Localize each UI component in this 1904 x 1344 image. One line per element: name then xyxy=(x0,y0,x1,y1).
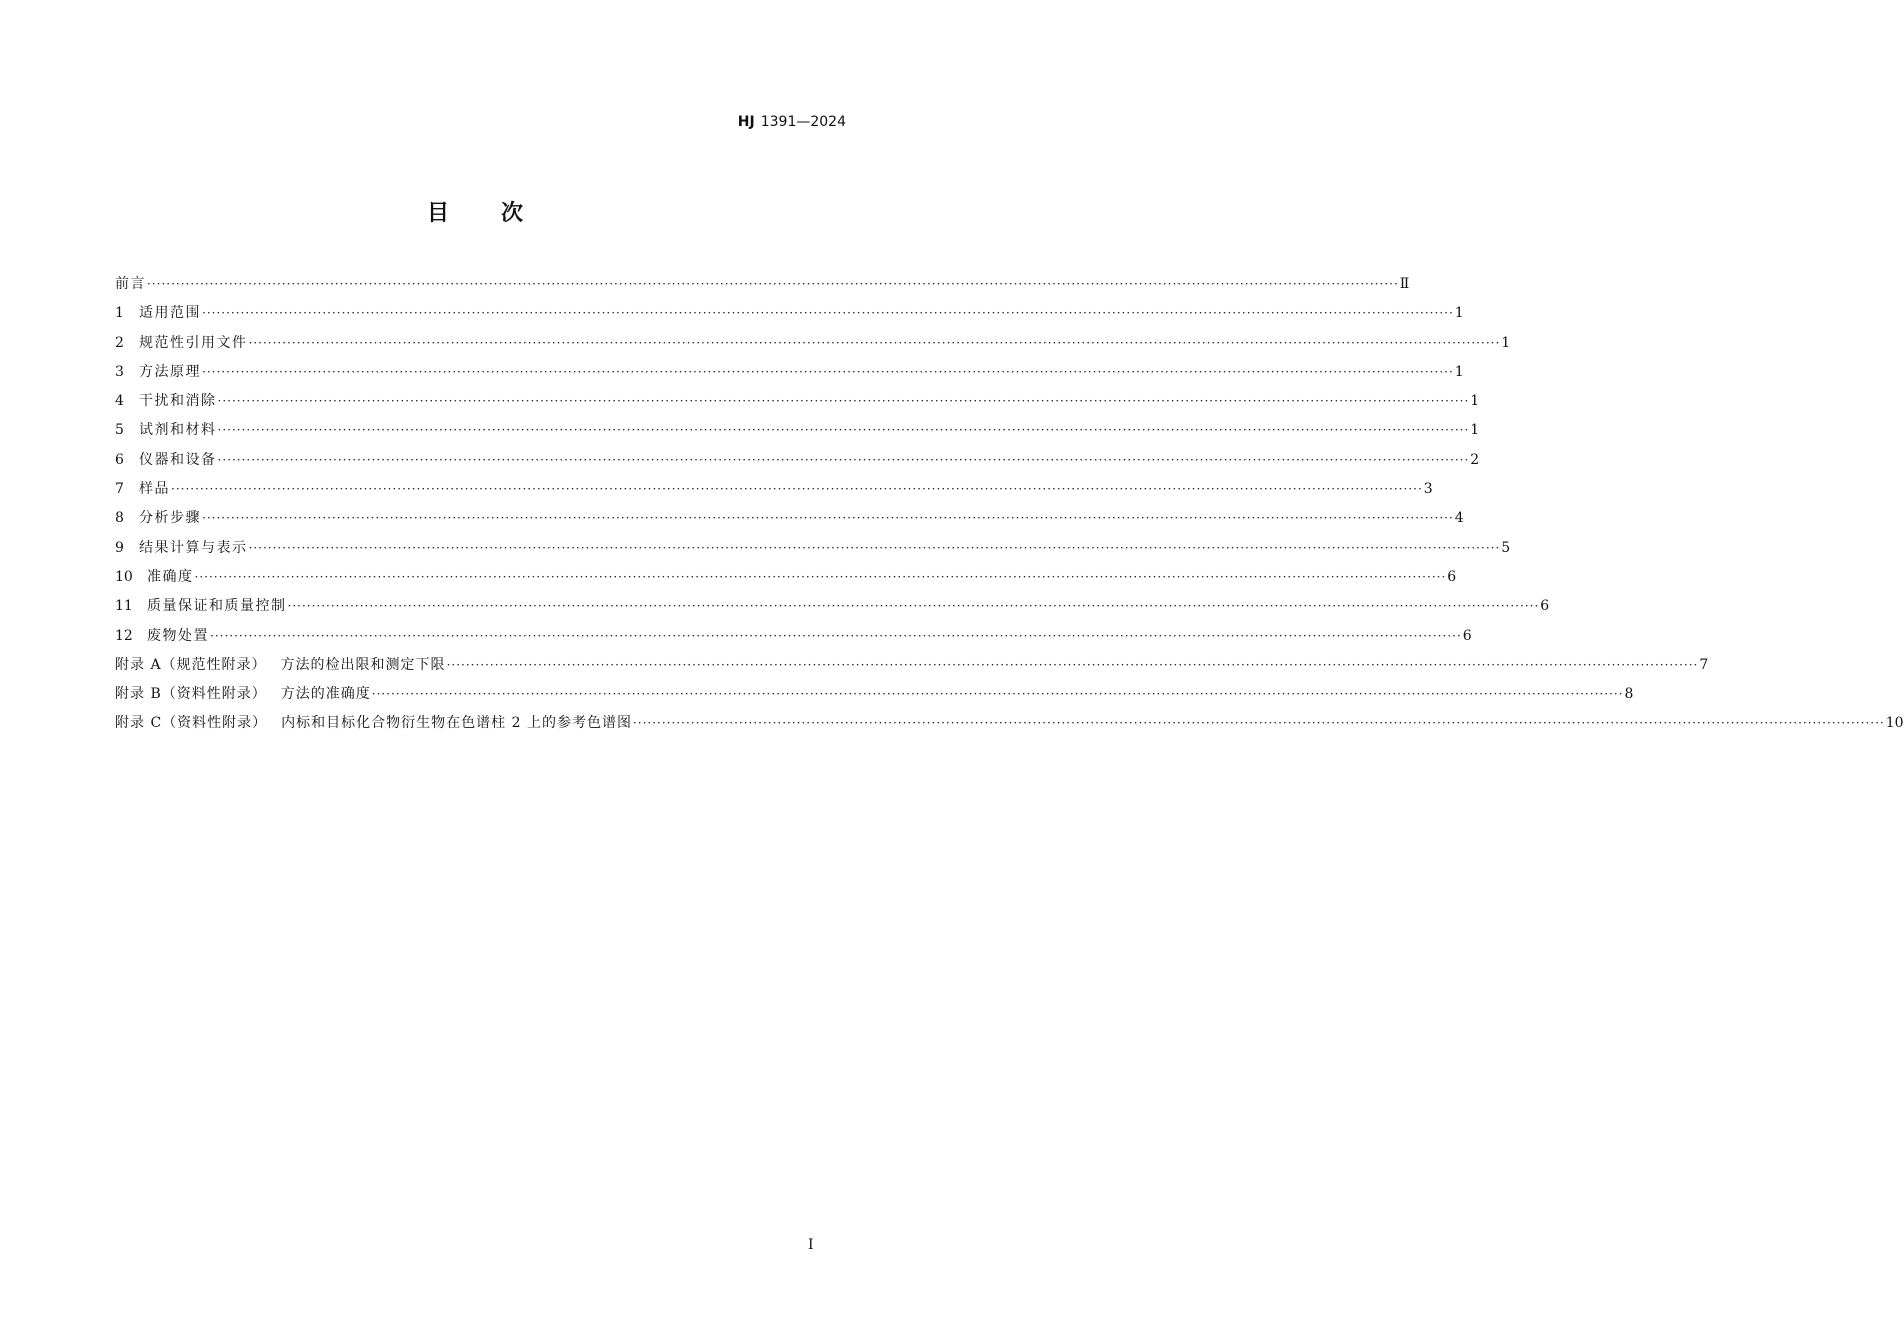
toc-entry-number: 8 xyxy=(115,510,124,527)
toc-dot-leader: ···································································································································································································································································· xyxy=(202,511,1454,526)
toc-entry[interactable] xyxy=(115,446,1480,475)
page-title-char-1: 目 xyxy=(426,201,449,226)
toc-entry-label xyxy=(147,622,209,651)
toc-entry-title: 分析步骤 xyxy=(139,510,201,527)
toc-entry-page: 6 xyxy=(1540,598,1550,615)
toc-dot-leader: ···································································································································································································································································· xyxy=(202,306,1454,321)
standard-code-number: 1391—2024 xyxy=(760,114,846,130)
toc-entry-label xyxy=(139,387,217,416)
toc-entry-title: 适用范围 xyxy=(139,305,201,322)
toc-entry-title: 仪器和设备 xyxy=(139,451,217,468)
toc-entry-title: 附录 B（资料性附录） xyxy=(115,686,267,703)
toc-entry-title: 附录 C（资料性附录） xyxy=(115,715,268,732)
toc-entry-label xyxy=(139,299,201,328)
toc-entry[interactable] xyxy=(115,592,1550,621)
toc-entry-title: 准确度 xyxy=(147,568,194,585)
toc-entry-title: 规范性引用文件 xyxy=(139,334,248,351)
toc-entry[interactable] xyxy=(115,358,1464,387)
toc-entry-title: 方法原理 xyxy=(139,363,201,380)
toc-entry-label xyxy=(115,680,371,709)
standard-code xyxy=(738,114,846,130)
toc-entry[interactable] xyxy=(115,504,1464,533)
toc-entry-number: 11 xyxy=(115,598,133,615)
toc-entry[interactable] xyxy=(115,329,1511,358)
toc-dot-leader: ···································································································································································································································································· xyxy=(248,540,1501,555)
toc-entry-number: 12 xyxy=(115,627,133,644)
toc-entry-title: 结果计算与表示 xyxy=(139,539,248,556)
toc-entry[interactable] xyxy=(115,534,1511,563)
toc-dot-leader: ···································································································································································································································································· xyxy=(287,599,1540,614)
toc-entry-label xyxy=(139,504,201,533)
toc-entry-title: 前言 xyxy=(115,276,146,292)
toc-entry[interactable] xyxy=(115,270,1410,299)
toc-dot-leader: ···································································································································································································································································· xyxy=(371,687,1624,702)
toc-entry[interactable] xyxy=(115,475,1433,504)
toc-dot-leader: ···································································································································································································································································· xyxy=(217,423,1470,438)
toc-entry-number: 4 xyxy=(115,393,124,410)
toc-entry-label xyxy=(115,709,632,738)
toc-entry[interactable] xyxy=(115,299,1464,328)
toc-entry-number: 9 xyxy=(115,539,124,556)
toc-entry-title: 质量保证和质量控制 xyxy=(147,598,287,615)
toc-dot-leader: ···································································································································································································································································· xyxy=(217,394,1470,409)
toc-entry-label xyxy=(139,446,217,475)
toc-dot-leader: ···································································································································································································································································· xyxy=(217,452,1470,467)
toc-entry-page: 5 xyxy=(1501,539,1511,556)
toc-entry-label xyxy=(139,329,248,358)
toc-entry[interactable] xyxy=(115,709,1904,738)
toc-entry-number: 5 xyxy=(115,422,124,439)
standard-code-prefix: HJ xyxy=(737,114,755,130)
toc-entry-page: 1 xyxy=(1454,305,1464,322)
toc-entry-label xyxy=(147,563,194,592)
toc-entry-number: 1 xyxy=(115,305,124,322)
toc-entry-page: 3 xyxy=(1423,481,1433,498)
toc-entry-title: 样品 xyxy=(139,481,170,498)
toc-entry-page: 6 xyxy=(1447,568,1457,585)
toc-entry[interactable] xyxy=(115,622,1472,651)
toc-dot-leader: ···································································································································································································································································· xyxy=(194,569,1447,584)
toc-entry-page: 4 xyxy=(1454,510,1464,527)
toc-entry-label xyxy=(139,358,201,387)
toc-entry-page: Ⅱ xyxy=(1399,276,1410,292)
toc-entry-page: 10 xyxy=(1885,715,1904,732)
page-number: I xyxy=(808,1237,814,1253)
toc-entry-label xyxy=(147,592,287,621)
toc-entry-label xyxy=(139,475,170,504)
toc-dot-leader: ···································································································································································································································································· xyxy=(147,277,1399,291)
toc-entry[interactable] xyxy=(115,416,1480,445)
toc-dot-leader: ···································································································································································································································································· xyxy=(248,335,1501,350)
toc-entry-label xyxy=(139,416,217,445)
toc-entry-number: 7 xyxy=(115,481,124,498)
toc-entry-number: 2 xyxy=(115,334,124,351)
toc-entry-number: 3 xyxy=(115,363,124,380)
page-title-char-2: 次 xyxy=(501,201,524,226)
toc-entry-page: 7 xyxy=(1699,656,1709,673)
toc-entry-page: 1 xyxy=(1470,422,1480,439)
toc-entry-label xyxy=(115,270,146,299)
toc-entry-page: 6 xyxy=(1462,627,1472,644)
toc-dot-leader: ···································································································································································································································································· xyxy=(171,482,1423,497)
toc-dot-leader: ···································································································································································································································································· xyxy=(632,716,1885,731)
toc-entry-number: 10 xyxy=(115,568,133,585)
toc-dot-leader: ···································································································································································································································································· xyxy=(210,628,1462,643)
toc-entry-subtitle: 内标和目标化合物衍生物在色谱柱 2 上的参考色谱图 xyxy=(281,715,632,732)
toc-entry-subtitle: 方法的准确度 xyxy=(280,686,371,703)
toc-entry-label xyxy=(115,651,446,680)
toc-entry-label xyxy=(139,534,248,563)
toc-entry-page: 1 xyxy=(1454,363,1464,380)
toc-entry-page: 8 xyxy=(1624,686,1634,703)
toc-entry-page: 1 xyxy=(1470,393,1480,410)
toc-entry[interactable] xyxy=(115,387,1480,416)
toc-entry-subtitle: 方法的检出限和测定下限 xyxy=(280,656,446,673)
toc-entry-number: 6 xyxy=(115,451,124,468)
toc-entry[interactable] xyxy=(115,680,1634,709)
page-title xyxy=(0,196,950,227)
toc-entry-title: 废物处置 xyxy=(147,627,209,644)
toc-entry-title: 干扰和消除 xyxy=(139,393,217,410)
toc-dot-leader: ···································································································································································································································································· xyxy=(202,364,1454,379)
toc-entry-title: 试剂和材料 xyxy=(139,422,217,439)
toc-entry[interactable] xyxy=(115,563,1457,592)
toc-entry-page: 1 xyxy=(1501,334,1511,351)
toc-entry-page: 2 xyxy=(1470,451,1480,468)
toc-entry[interactable] xyxy=(115,651,1709,680)
table-of-contents xyxy=(115,270,1904,739)
toc-entry-title: 附录 A（规范性附录） xyxy=(115,656,267,673)
toc-dot-leader: ···································································································································································································································································· xyxy=(446,657,1699,672)
